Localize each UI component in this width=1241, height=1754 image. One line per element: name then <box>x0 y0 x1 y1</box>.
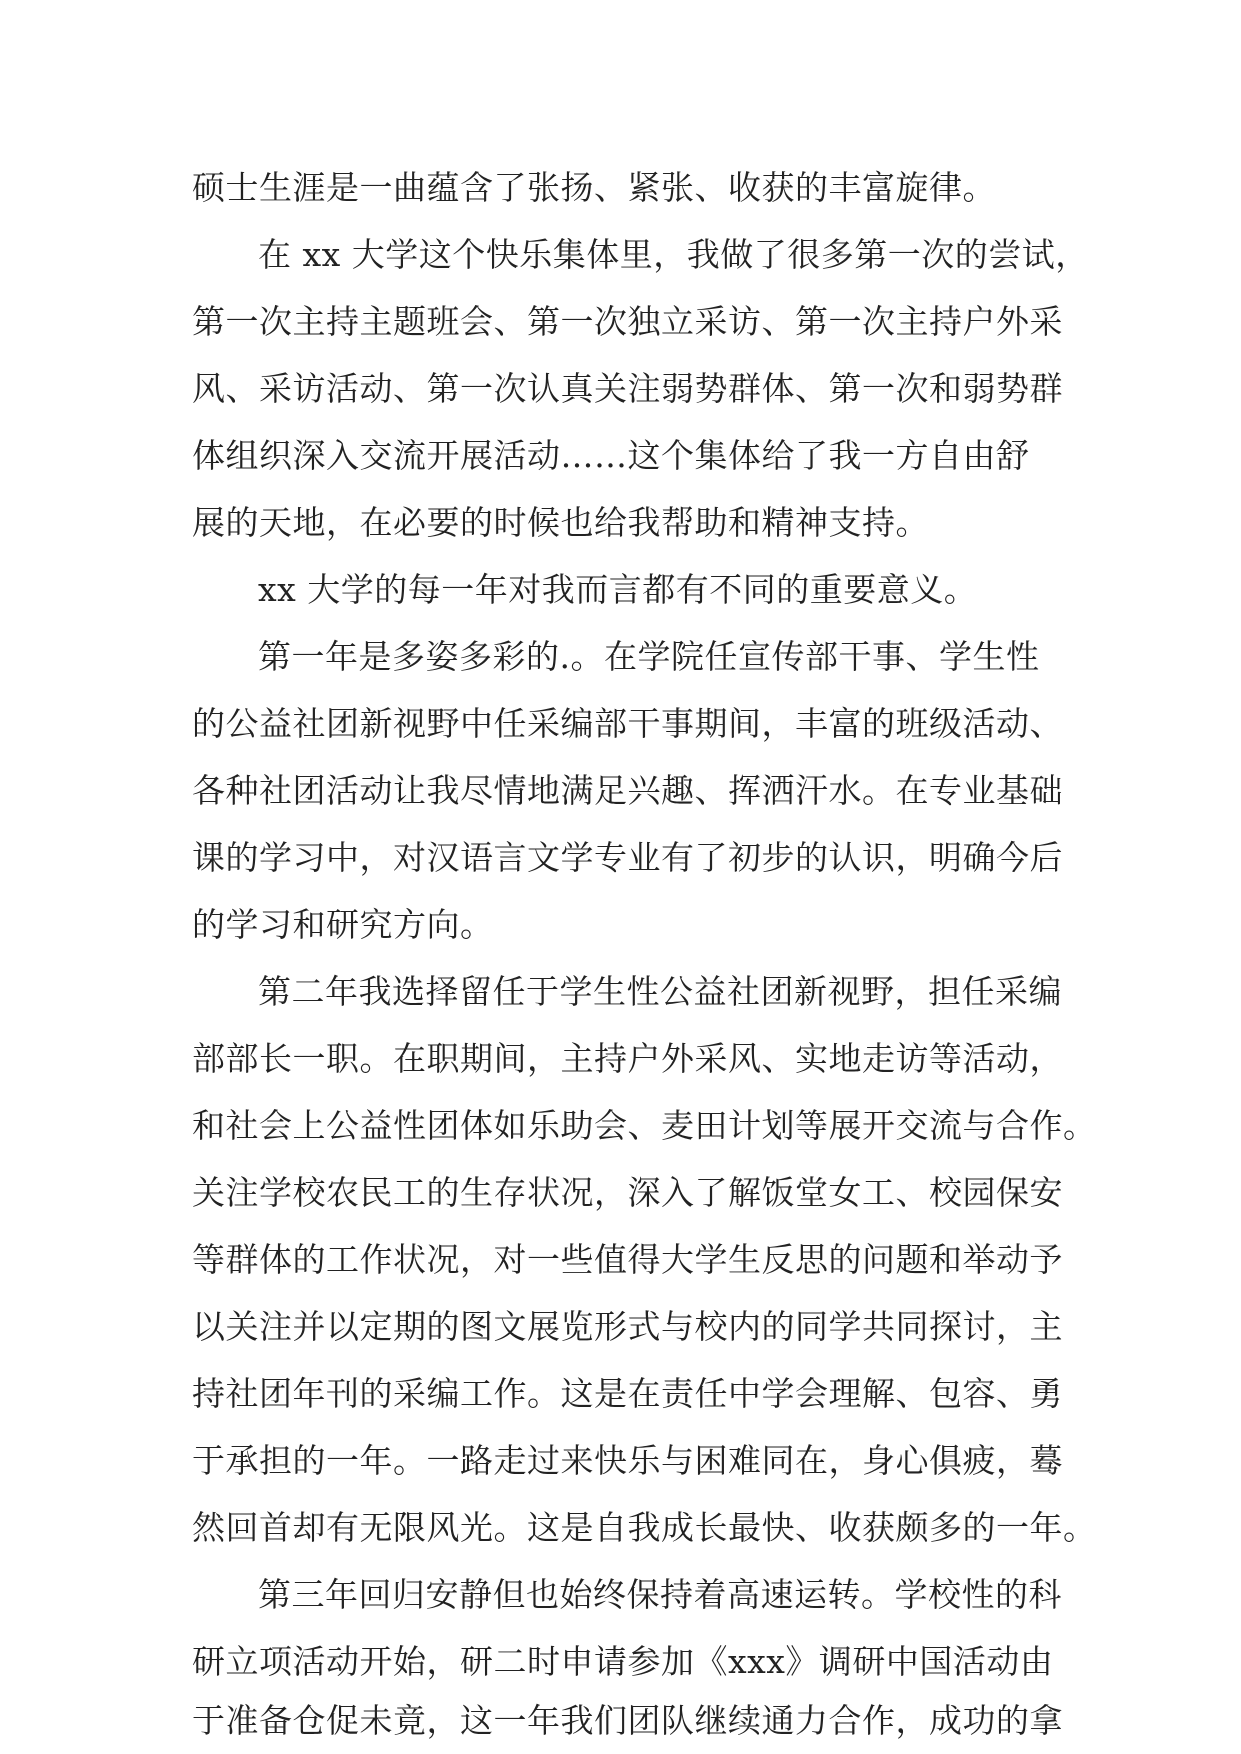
text-line: 于准备仓促未竟，这一年我们团队继续通力合作，成功的拿 <box>192 1701 1063 1740</box>
text-line: 第一次主持主题班会、第一次独立采访、第一次主持户外采 <box>192 302 1063 341</box>
text-line: 的学习和研究方向。 <box>192 905 494 944</box>
text-line: 和社会上公益性团体如乐助会、麦田计划等展开交流与合作。 <box>192 1106 1097 1145</box>
text-line: 关注学校农民工的生存状况，深入了解饭堂女工、校园保安 <box>192 1173 1063 1212</box>
text-line: 体组织深入交流开展活动……这个集体给了我一方自由舒 <box>192 436 1030 475</box>
text-line: 于承担的一年。一路走过来快乐与困难同在，身心俱疲，蓦 <box>192 1441 1063 1480</box>
paragraph-first-line: xx 大学的每一年对我而言都有不同的重要意义。 <box>258 570 978 609</box>
paragraph-first-line: 第一年是多姿多彩的.。在学院任宣传部干事、学生性 <box>258 637 1040 676</box>
text-line: 等群体的工作状况，对一些值得大学生反思的问题和举动予 <box>192 1240 1063 1279</box>
text-line: 持社团年刊的采编工作。这是在责任中学会理解、包容、勇 <box>192 1374 1063 1413</box>
text-line: 展的天地，在必要的时候也给我帮助和精神支持。 <box>192 503 929 542</box>
text-line: 部部长一职。在职期间，主持户外采风、实地走访等活动， <box>192 1039 1063 1078</box>
text-line: 各种社团活动让我尽情地满足兴趣、挥洒汗水。在专业基础 <box>192 771 1063 810</box>
paragraph-first-line: 第二年我选择留任于学生性公益社团新视野，担任采编 <box>258 972 1062 1011</box>
text-line: 研立项活动开始，研二时申请参加《xxx》调研中国活动由 <box>192 1642 1054 1681</box>
text-line: 硕士生涯是一曲蕴含了张扬、紧张、收获的丰富旋律。 <box>192 168 996 207</box>
paragraph-first-line: 在 xx 大学这个快乐集体里，我做了很多第一次的尝试， <box>258 235 1089 274</box>
text-line: 风、采访活动、第一次认真关注弱势群体、第一次和弱势群 <box>192 369 1063 408</box>
paragraph-first-line: 第三年回归安静但也始终保持着高速运转。学校性的科 <box>258 1575 1062 1614</box>
text-line: 课的学习中，对汉语言文学专业有了初步的认识，明确今后 <box>192 838 1063 877</box>
text-line: 然回首却有无限风光。这是自我成长最快、收获颇多的一年。 <box>192 1508 1097 1547</box>
text-line: 的公益社团新视野中任采编部干事期间，丰富的班级活动、 <box>192 704 1063 743</box>
text-line: 以关注并以定期的图文展览形式与校内的同学共同探讨，主 <box>192 1307 1063 1346</box>
